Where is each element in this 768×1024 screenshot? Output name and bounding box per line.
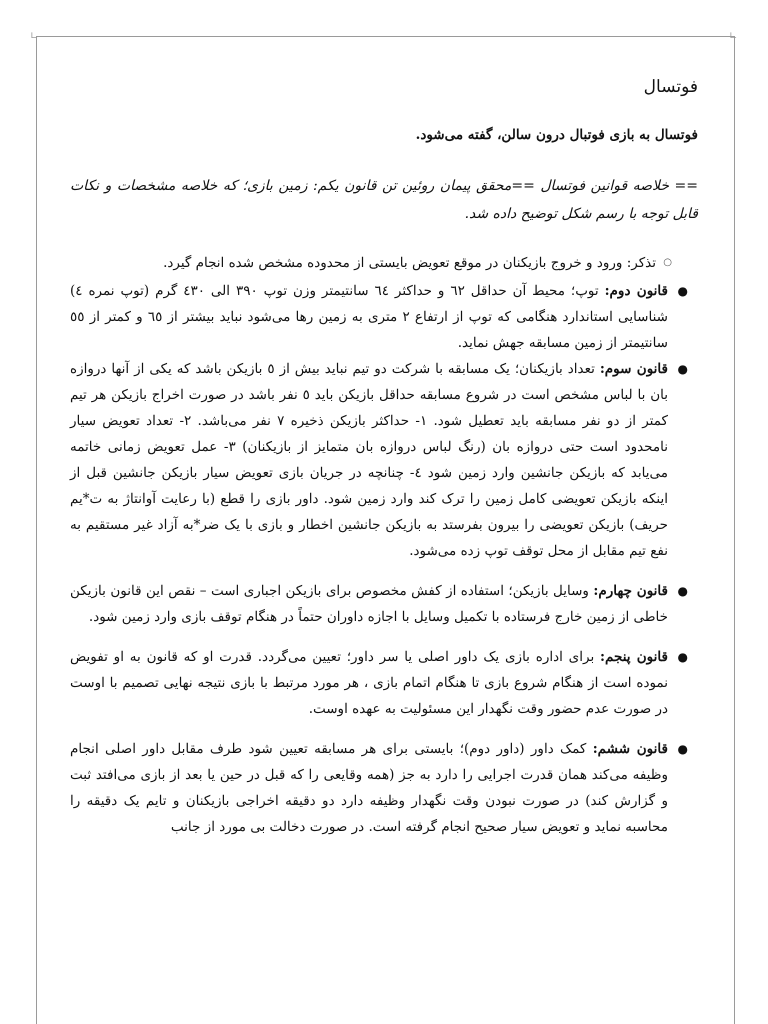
rule-text: برای اداره بازی یک داور اصلی یا سر داور؛ تعیین می‌گردد. قدرت او که قانون به او تفویض نموده است از هنگام شروع بازی تا هنگام اتمام بازی ، هر مورد مرتبط با بازی نتیجه نهایی تصمیم با اوست در صورت عدم حضور وقت نگهدار این مسئولیت به عهده اوست.: [70, 649, 668, 717]
rules-list: [70, 250, 698, 840]
summary-paragraph: == خلاصه قوانین فوتسال ==محقق پیمان روئین تن قانون یکم: زمین بازی؛ که خلاصه مشخصات و نکات قابل توجه با رسم شکل توضیح داده شد.: [70, 178, 698, 222]
page-border-left: [36, 36, 37, 1024]
note-item: [70, 250, 698, 276]
bullet-icon: ●: [677, 650, 688, 664]
rule-label: قانون پنجم:: [600, 649, 668, 665]
intro-paragraph: فوتسال به بازی فوتبال درون سالن، گفته می‌شود.: [415, 127, 698, 143]
list-item-rule-6: [70, 736, 698, 840]
bullet-icon: ●: [677, 362, 688, 376]
page-border-top: [36, 36, 734, 37]
rule-label: قانون ششم:: [592, 741, 668, 757]
rule-text: کمک داور (داور دوم)؛ بایستی برای هر مسابقه تعیین شود طرف مقابل داور اصلی انجام وظیفه می‌کند همان قدرت اجرایی را دارد به جز (همه وقایعی را که قبل در حین یا بعد از بازی می‌افتد ثبت و گزارش کند) در صورت نبودن وقت نگهدار وظیفه دارد دو دقیقه اخراجی بازیکنان و تایم یک دقیقه را محاسبه نماید و تعویض سیار صحیح انجام گرفته است. در صورت دخالت بی مورد از جانب: [70, 741, 668, 835]
list-item-rule-4: [70, 578, 698, 630]
rule-label: قانون دوم:: [604, 283, 668, 299]
list-item-rule-2: [70, 278, 698, 356]
hollow-bullet-icon: ○: [663, 257, 672, 268]
rule-text: توپ؛ محیط آن حداقل ٦٢ و حداکثر ٦٤ سانتیمتر وزن توپ ٣٩٠ الی ٤٣٠ گرم (توپ نمره ٤) شناسایی استاندارد هنگامی که توپ از ارتفاع ٢ متری به زمین رها می‌شود نباید بیشتر از ٦٥ و کمتر از ٥٥ سانتیمتر از زمین مسابقه جهش نماید.: [70, 283, 668, 351]
bullet-icon: ●: [677, 742, 688, 756]
rule-text: تعداد بازیکنان؛ یک مسابقه با شرکت دو تیم نباید بیش از ٥ بازیکن باشد که یکی از آنها دروازه بان با لباس مشخص است در شروع مسابقه حداقل بازیکن باید ٥ نفر باشد در صورت اخراج بازیکن هر تیم کمتر از دو نفر مسابقه باید تعطیل شود. ١- حداکثر بازیکن ذخیره ٧ نفر می‌باشد. ٢- تعداد تعویض سیار نامحدود است حتی دروازه بان (رنگ لباس دروازه بان متمایز از بازیکنان) ٣- عمل تعویض زمانی خاتمه می‌یابد که بازیکن جانشین وارد زمین شود ٤- چنانچه در جریان بازی تعویض سیار بازیکن جانشین قبل از اینکه بازیکن تعویضی کامل زمین را ترک کند وارد زمین شود. داور بازی را قطع (با رعایت آوانتاژ به ت*یم حریف) بازیکن تعویضی را بیرون بفرستد به بازیکن جانشین اخطار و بازی با یک ضر*به آزاد غیر مستقیم به نفع تیم مقابل از محل توقف توپ زده می‌شود.: [70, 361, 669, 559]
bullet-icon: ●: [677, 584, 688, 598]
note-text: تذکر: ورود و خروج بازیکنان در موقع تعویض بایستی از محدوده مشخص شده انجام گیرد.: [163, 255, 656, 271]
rule-text: وسایل بازیکن؛ استفاده از کفش مخصوص برای بازیکن اجباری است – نقص این قانون بازیکن خاطی از زمین خارج فرستاده با تکمیل وسایل با اجازه داوران حتماً در هنگام توقف بازی وارد زمین شود.: [70, 583, 668, 625]
rule-label: قانون سوم:: [599, 361, 668, 377]
document-body: [70, 74, 698, 840]
corner-mark-icon: ∟: [729, 31, 738, 42]
rule-label: قانون چهارم:: [593, 583, 668, 599]
bullet-icon: ●: [677, 284, 688, 298]
page-border-right: [734, 36, 735, 1024]
corner-mark-icon: ∟: [30, 31, 39, 42]
list-item-rule-3: [70, 356, 698, 564]
list-item-rule-5: [70, 644, 698, 722]
page-title: فوتسال: [643, 77, 698, 97]
